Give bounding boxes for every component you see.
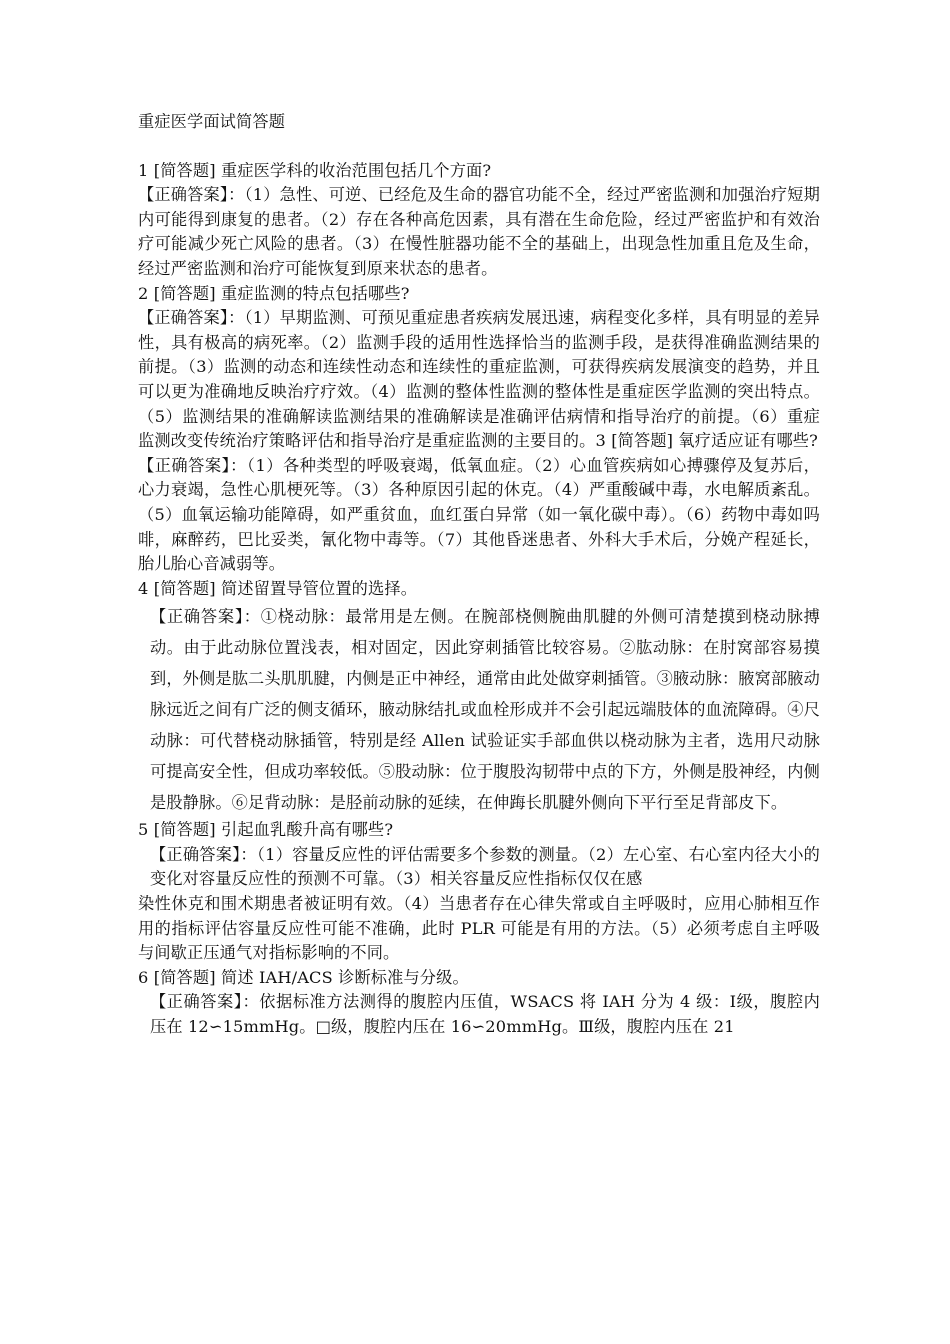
question-6: 6 [简答题] 简述 IAH/ACS 诊断标准与分级。: [138, 967, 469, 987]
answer-2: [138, 306, 820, 454]
answer-label: 【正确答案】：: [138, 185, 245, 205]
answer-label: 【正确答案】：: [150, 844, 257, 864]
answer-text: （1）急性、可逆、已经危及生命的器官功能不全，经过严密监测和加强治疗短期内可能得到康复的患者。（2）存在各种高危因素，具有潜在生命危险，经过严密监护和有效治疗可能减少死亡风险的患者。（3）在慢性脏器功能不全的基础上，出现急性加重且危及生命，经过严密监测和治疗可能恢复到原来状态的患者。: [138, 185, 820, 278]
question-1: 1 [简答题] 重症医学科的收治范围包括几个方面?: [138, 160, 492, 180]
answer-text: （1）各种类型的呼吸衰竭，低氧血症。（2）心血管疾病如心搏骤停及复苏后，心力衰竭，急性心肌梗死等。（3）各种原因引起的休克。（4）严重酸碱中毒，水电解质紊乱。（5）血氧运输功能障碍，如严重贫血，血红蛋白异常（如一氧化碳中毒）。（6）药物中毒如吗啡，麻醉药，巴比妥类，氰化物中毒等。（7）其他昏迷患者、外科大手术后，分娩产程延长，胎儿胎心音减弱等。: [138, 455, 820, 574]
answer-text: （1）容量反应性的评估需要多个参数的测量。（2）左心室、右心室内径大小的变化对容量反应性的预测不可靠。（3）相关容量反应性指标仅仅在感: [150, 844, 820, 889]
question-2: 2 [简答题] 重症监测的特点包括哪些?: [138, 283, 410, 303]
answer-text: （1）早期监测、可预见重症患者疾病发展迅速，病程变化多样，具有明显的差异性，具有极高的病死率。（2）监测手段的适用性选择恰当的监测手段，是获得准确监测结果的前提。（3）监测的动态和连续性动态和连续性的重症监测，可获得疾病发展演变的趋势，并且可以更为准确地反映治疗疗效。（4）监测的整体性监测的整体性是重症医学监测的突出特点。（5）监测结果的准确解读监测结果的准确解读是准确评估病情和指导治疗的前提。（6）重症监测改变传统治疗策略评估和指导治疗是重症监测的主要目的。3 [简答题] 氧疗适应证有哪些?: [138, 308, 820, 451]
answer-5: [138, 843, 820, 892]
answer-label: 【正确答案】：: [150, 992, 260, 1012]
answer-1: [138, 183, 820, 281]
answer-5-continued: 染性休克和围术期患者被证明有效。（4）当患者存在心律失常或自主呼吸时，应用心肺相互作用的指标评估容量反应性可能不准确，此时 PLR 可能是有用的方法。（5）必须考虑自主呼吸与间歇正压通气对指标影响的不同。: [138, 894, 820, 963]
answer-6: [138, 990, 820, 1039]
page-title: 重症医学面试简答题: [138, 112, 286, 131]
answer-text: ①桡动脉：最常用是左侧。在腕部桡侧腕曲肌腱的外侧可清楚摸到桡动脉搏动。由于此动脉位置浅表，相对固定，因此穿刺插管比较容易。②肱动脉：在肘窝部容易摸到，外侧是肱二头肌肌腱，内侧是正中神经，通常由此处做穿刺插管。③腋动脉：腋窝部腋动脉远近之间有广泛的侧支循环，腋动脉结扎或血栓形成并不会引起远端肢体的血流障碍。④尺动脉：可代替桡动脉插管，特别是经 Allen 试验证实手部血供以桡动脉为主者，选用尺动脉可提高安全性，但成功率较低。⑤股动脉：位于腹股沟韧带中点的下方，外侧是股神经，内侧是股静脉。⑥足背动脉：是胫前动脉的延续，在伸踇长肌腱外侧向下平行至足背部皮下。: [150, 607, 821, 813]
answer-label: 【正确答案】：: [138, 455, 247, 475]
answer-3: [138, 454, 820, 577]
answer-4: [138, 601, 820, 818]
question-5: 5 [简答题] 引起血乳酸升高有哪些?: [138, 820, 394, 840]
question-4: 4 [简答题] 简述留置导管位置的选择。: [138, 578, 418, 598]
answer-label: 【正确答案】：: [138, 308, 245, 328]
document-content: [138, 110, 820, 1040]
answer-text: 依据标准方法测得的腹腔内压值，WSACS 将 IAH 分为 4 级：Ⅰ级，腹腔内压在 12∽15mmHg。□级，腹腔内压在 16∽20mmHg。Ⅲ级，腹腔内压在 21: [150, 992, 820, 1037]
answer-label: 【正确答案】：: [150, 607, 261, 627]
